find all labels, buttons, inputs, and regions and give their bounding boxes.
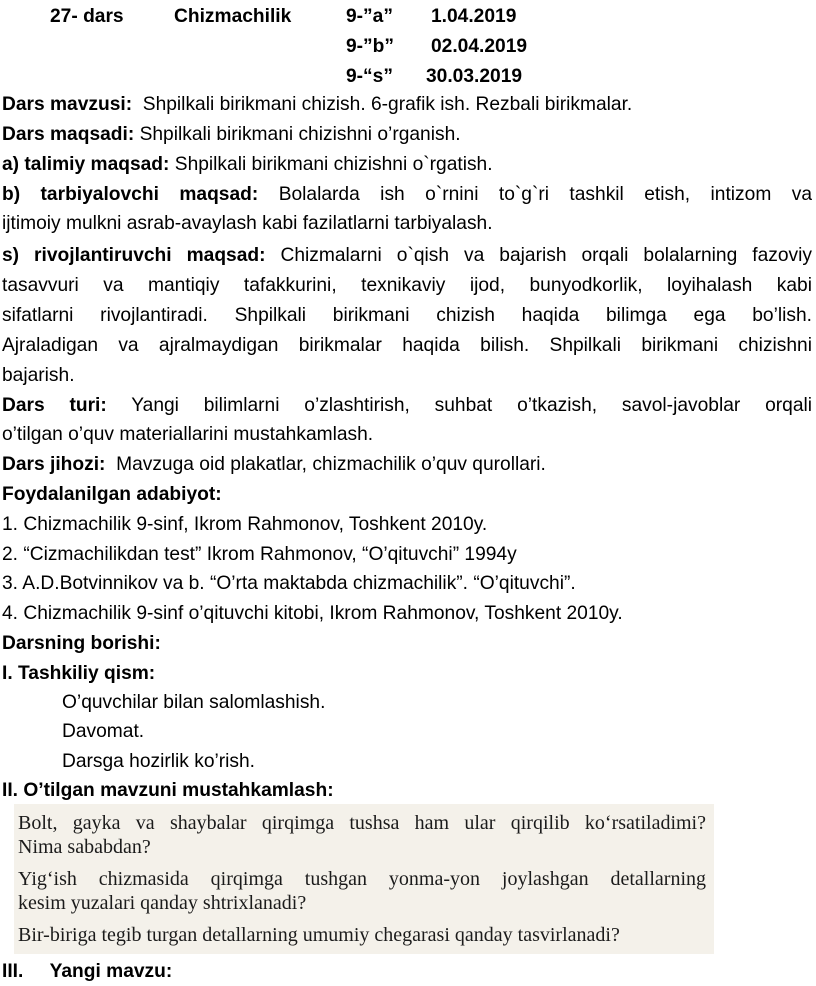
question-line: Yig‘ish chizmasida qirqimga tushgan yonma-yon joylashgan detallarning — [18, 868, 706, 890]
lesson-topic-text: Shpilkali birikmani chizish. 6-grafik ish. Rezbali birikmalar. — [142, 94, 633, 115]
reference-item: 3. A.D.Botvinnikov va b. “O’rta maktabda chizmachilik”. “O’qituvchi”. — [2, 573, 576, 594]
developmental-goal-label: s) rivojlantiruvchi maqsad: — [2, 245, 266, 266]
part3-title — [2, 958, 812, 985]
reference-item: 1. Chizmachilik 9-sinf, Ikrom Rahmonov, Toshkent 2010y. — [2, 514, 488, 535]
educational-goal-label: a) talimiy maqsad: — [2, 154, 170, 175]
developmental-goal — [2, 242, 812, 269]
class-date: 1.04.2019 — [431, 6, 517, 27]
lesson-equipment — [2, 451, 812, 478]
upbringing-goal-text: Bolalarda ish o`rnini to`g`ri tashkil etish, intizom va — [278, 184, 812, 205]
lesson-topic — [2, 91, 812, 118]
part1-item: Darsga hozirlik ko’rish. — [62, 751, 255, 772]
lesson-type-continued: o’tilgan o’quv materiallarini mustahkamlash. — [2, 424, 374, 445]
lesson-goal-text: Shpilkali birikmani chizishni o’rganish. — [139, 124, 461, 145]
part3-numeral: III. — [2, 961, 24, 982]
class-date: 30.03.2019 — [426, 66, 523, 87]
lesson-goal-label: Dars maqsadi: — [2, 124, 135, 145]
course-title: Darsning borishi: — [2, 633, 161, 654]
part2-title: II. O’tilgan mavzuni mustahkamlash: — [2, 780, 334, 801]
upbringing-goal-continued: ijtimoiy mulkni asrab-avaylash kabi fazilatlarni tarbiyalash. — [2, 213, 493, 234]
question-line: kesim yuzalari qanday shtrixlanadi? — [18, 892, 307, 914]
educational-goal — [2, 151, 812, 178]
educational-goal-text: Shpilkali birikmani chizishni o`rgatish. — [174, 154, 493, 175]
developmental-goal-line: sifatlarni rivojlantiradi. Shpilkali birikmani chizish haqida bilimga ega bo’lish. — [2, 305, 812, 326]
class-date: 02.04.2019 — [431, 36, 528, 57]
upbringing-goal-label: b) tarbiyalovchi maqsad: — [2, 184, 259, 205]
developmental-goal-text: Chizmalarni o`qish va bajarish orqali bolalarning fazoviy — [280, 245, 812, 266]
developmental-goal-line: tasavvuri va mantiqiy tafakkurini, texnikaviy ijod, bunyodkorlik, loyihalash kabi — [2, 275, 812, 296]
developmental-goal-line: bajarish. — [2, 365, 75, 386]
class-label: 9-“s” — [346, 66, 393, 87]
subject-title: Chizmachilik — [174, 6, 292, 27]
reference-item: 2. “Cizmachilikdan test” Ikrom Rahmonov, “O’qituvchi” 1994y — [2, 544, 517, 565]
lesson-type-label: Dars turi: — [2, 395, 107, 416]
part1-item: O’quvchilar bilan salomlashish. — [62, 692, 326, 713]
part1-item: Davomat. — [62, 721, 145, 742]
question-line: Bir-biriga tegib turgan detallarning umumiy chegarasi qanday tasvirlanadi? — [18, 924, 620, 946]
upbringing-goal — [2, 181, 812, 208]
question-line: Nima sababdan? — [18, 836, 151, 858]
lesson-number: 27- dars — [50, 6, 124, 27]
part3-text: Yangi mavzu: — [49, 961, 173, 982]
lesson-equipment-text: Mavzuga oid plakatlar, chizmachilik o’quv qurollari. — [116, 454, 546, 475]
lesson-type — [2, 392, 812, 419]
scanned-questions — [14, 804, 714, 954]
question-line: Bolt, gayka va shaybalar qirqimga tushsa ham ular qirqilib ko‘rsatiladimi? — [18, 812, 706, 834]
lesson-goal — [2, 121, 812, 148]
lesson-type-text: Yangi bilimlarni o’zlashtirish, suhbat o’tkazish, savol-javoblar orqali — [131, 395, 812, 416]
lesson-topic-label: Dars mavzusi: — [2, 94, 133, 115]
reference-item: 4. Chizmachilik 9-sinf o’qituvchi kitobi, Ikrom Rahmonov, Toshkent 2010y. — [2, 603, 623, 624]
class-label: 9-”b” — [346, 36, 394, 57]
part1-title: I. Tashkiliy qism: — [2, 663, 156, 684]
developmental-goal-line: Ajraladigan va ajralmaydigan birikmalar haqida bilish. Shpilkali birikmani chizishni — [2, 335, 812, 356]
class-label: 9-”a” — [346, 6, 393, 27]
references-title: Foydalanilgan adabiyot: — [2, 484, 222, 505]
lesson-equipment-label: Dars jihozi: — [2, 454, 106, 475]
